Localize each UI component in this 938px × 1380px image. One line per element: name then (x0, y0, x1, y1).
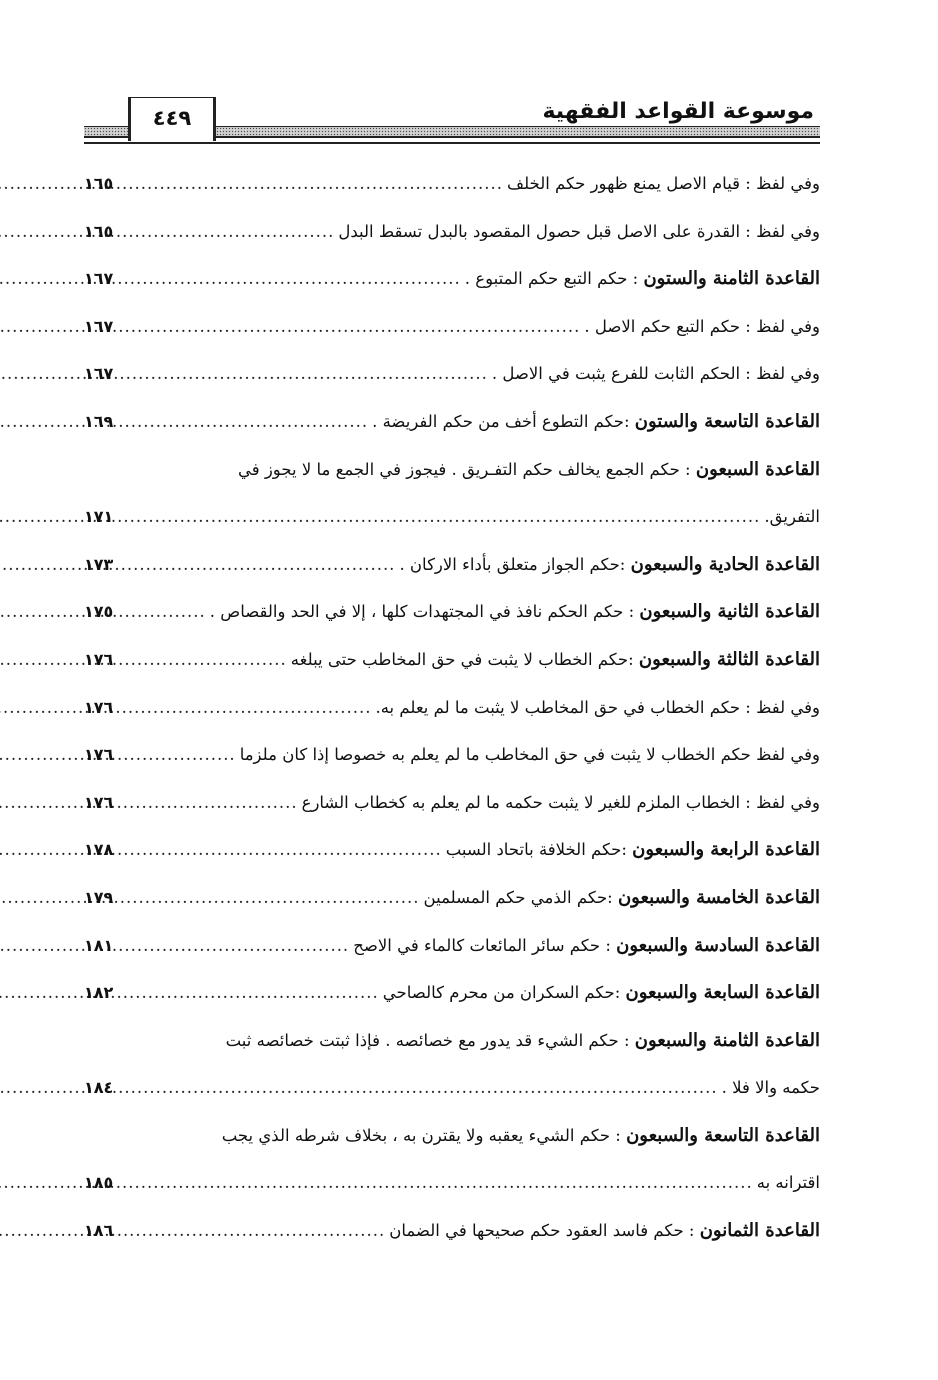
entry-text (764, 493, 820, 541)
rule-title: القاعدة الثالثة والسبعون (638, 648, 820, 670)
entry-text (238, 446, 820, 494)
entry-description: وفي لفظ : قيام الاصل يمنع ظهور حكم الخلف (507, 174, 820, 193)
entry-description: :حكم التطوع أخف من حكم الفريضة . (372, 411, 635, 431)
entry-text (338, 208, 820, 256)
entry-description: :حكم الذمي حكم المسلمين (423, 887, 618, 907)
entry-description: وفي لفظ : الحكم الثابت للفرع يثبت في الاصل . (491, 364, 820, 384)
entry-description: التفريق. (764, 507, 820, 527)
entry-page-number: ١٧٣ (84, 554, 114, 574)
dot-leader (117, 1159, 752, 1207)
index-entry (84, 874, 820, 922)
page-number: ٤٤٩ (152, 106, 192, 130)
index-entry (84, 1017, 820, 1065)
index-entry (84, 731, 820, 779)
entry-page-number: ١٧٥ (84, 602, 114, 622)
rule-title: القاعدة السابعة والسبعون (625, 982, 820, 1004)
entry-text (375, 684, 820, 732)
index-entry (84, 493, 820, 541)
entry-text (389, 1207, 820, 1255)
index-entry (84, 398, 820, 446)
entry-page-number: ١٧٨ (84, 840, 114, 860)
entry-description: وفي لفظ : القدرة على الاصل قبل حصول المقصود بالبدل تسقط البدل (338, 221, 820, 241)
entry-page-number: ١٦٧ (84, 364, 114, 384)
page-number-box (128, 97, 216, 141)
entry-description: حكمه والا فلا . (721, 1078, 820, 1098)
rule-title: القاعدة التاسعة والسبعون (626, 1124, 820, 1146)
index-entry (84, 1112, 820, 1160)
entry-description: : حكم سائر المائعات كالماء في الاصح (353, 935, 617, 955)
dot-leader (117, 1064, 717, 1112)
entry-description: :حكم الخلافة باتحاد السبب (445, 840, 633, 860)
rule-title: القاعدة الرابعة والسبعون (632, 839, 820, 861)
entry-page-number: ١٦٩ (84, 411, 114, 431)
rule-title: القاعدة التاسعة والستون (634, 410, 820, 432)
entry-text (399, 541, 820, 589)
dot-leader (117, 160, 503, 208)
entry-text (424, 874, 820, 922)
entry-text (291, 636, 820, 684)
running-title: موسوعة القواعد الفقهية (536, 98, 820, 126)
dot-leader (117, 303, 580, 351)
dot-leader (117, 826, 441, 874)
dot-leader (117, 541, 395, 589)
entry-text (222, 1112, 820, 1160)
entry-text (465, 255, 820, 303)
dot-leader (117, 922, 349, 970)
entry-description: : حكم الشيء قد يدور مع خصائصه . فإذا ثبتت خصائصه ثبت (225, 1030, 635, 1050)
entry-description: : حكم فاسد العقود حكم صحيحها في الضمان (389, 1221, 700, 1241)
entry-page-number: ١٧٩ (84, 887, 114, 907)
entry-page-number: ١٦٥ (84, 221, 114, 241)
entry-page-number: ١٨٤ (84, 1078, 114, 1098)
dot-leader (117, 350, 488, 398)
entry-text (353, 922, 820, 970)
entry-text (226, 1017, 820, 1065)
index-entry (84, 1064, 820, 1112)
entry-text (240, 731, 820, 779)
entry-description: اقترانه به (756, 1173, 820, 1193)
entry-description: :حكم السكران من محرم كالصاحي (382, 983, 626, 1003)
index-entry (84, 541, 820, 589)
entry-text (210, 588, 820, 636)
dot-leader (117, 969, 379, 1017)
rule-title: القاعدة الخامسة والسبعون (617, 886, 820, 908)
entry-text (507, 160, 820, 208)
entry-text (372, 398, 820, 446)
index-entry (84, 160, 820, 208)
rule-title: القاعدة السادسة والسبعون (616, 934, 820, 956)
entry-description: : حكم الشيء يعقبه ولا يقترن به ، بخلاف شرطه الذي يجب (221, 1125, 627, 1145)
entry-text (383, 969, 820, 1017)
entry-page-number: ١٧٦ (84, 745, 114, 765)
entry-page-number: ١٧٦ (84, 792, 114, 812)
entry-page-number: ١٧٦ (84, 649, 114, 669)
rule-title: القاعدة السبعون (695, 458, 820, 480)
entry-text (302, 779, 820, 827)
entry-text (722, 1064, 820, 1112)
rule-title: القاعدة الثامنة والسبعون (634, 1029, 820, 1051)
entry-page-number: ١٦٧ (84, 269, 114, 289)
index-entry (84, 303, 820, 351)
dot-leader (117, 398, 368, 446)
index-entry (84, 350, 820, 398)
entry-page-number: ١٦٧ (84, 316, 114, 336)
entry-page-number: ١٨١ (84, 935, 114, 955)
dot-leader (117, 255, 460, 303)
dot-leader (117, 779, 297, 827)
index-entry (84, 922, 820, 970)
index-entry (84, 779, 820, 827)
entry-page-number: ١٨٥ (84, 1173, 114, 1193)
header-rule (84, 142, 820, 144)
rule-title: القاعدة الثمانون (699, 1220, 820, 1242)
entry-page-number: ١٦٥ (84, 174, 114, 193)
entry-description: :حكم الجواز متعلق بأداء الاركان . (399, 554, 631, 574)
index-entry (84, 826, 820, 874)
entry-page-number: ١٨٢ (84, 983, 114, 1003)
dot-leader (117, 684, 371, 732)
index-entry (84, 588, 820, 636)
dot-leader (117, 208, 334, 256)
entry-text (757, 1159, 820, 1207)
dot-leader (117, 636, 287, 684)
entry-description: وفي لفظ حكم الخطاب لا يثبت في حق المخاطب ما لم يعلم به خصوصا إذا كان ملزما (239, 745, 820, 765)
entry-text (584, 303, 820, 351)
entry-description: :حكم الخطاب لا يثبت في حق المخاطب حتى يبلغه (290, 649, 639, 669)
dot-leader (117, 493, 760, 541)
index-entry (84, 1207, 820, 1255)
entry-description: وفي لفظ : حكم الخطاب في حق المخاطب لا يثبت ما لم يعلم به. (375, 697, 820, 717)
index-entry (84, 684, 820, 732)
dot-leader (117, 731, 235, 779)
index-entry (84, 636, 820, 684)
index-entry (84, 255, 820, 303)
entry-description: : حكم الحكم نافذ في المجتهدات كلها ، إلا في الحد والقصاص . (209, 602, 640, 622)
entry-text (446, 826, 820, 874)
index-entries (84, 160, 820, 1255)
entry-page-number: ١٨٦ (84, 1221, 114, 1241)
dot-leader (117, 1207, 385, 1255)
entry-text (492, 350, 820, 398)
entry-description: وفي لفظ : الخطاب الملزم للغير لا يثبت حكمه ما لم يعلم به كخطاب الشارع (301, 792, 820, 812)
dot-leader (117, 874, 419, 922)
entry-page-number: ١٧٦ (84, 697, 114, 717)
rule-title: القاعدة الثانية والسبعون (639, 601, 820, 623)
index-entry (84, 969, 820, 1017)
entry-description: وفي لفظ : حكم التبع حكم الاصل . (584, 316, 820, 336)
rule-title: القاعدة الحادية والسبعون (630, 553, 820, 575)
index-entry (84, 446, 820, 494)
entry-description: : حكم الجمع يخالف حكم التفـريق . فيجوز في الجمع ما لا يجوز في (237, 459, 696, 479)
rule-title: القاعدة الثامنة والستون (643, 268, 820, 290)
dot-leader (117, 588, 205, 636)
entry-page-number: ١٧١ (84, 507, 114, 527)
entry-description: : حكم التبع حكم المتبوع . (464, 269, 644, 289)
index-entry (84, 208, 820, 256)
index-entry (84, 1159, 820, 1207)
